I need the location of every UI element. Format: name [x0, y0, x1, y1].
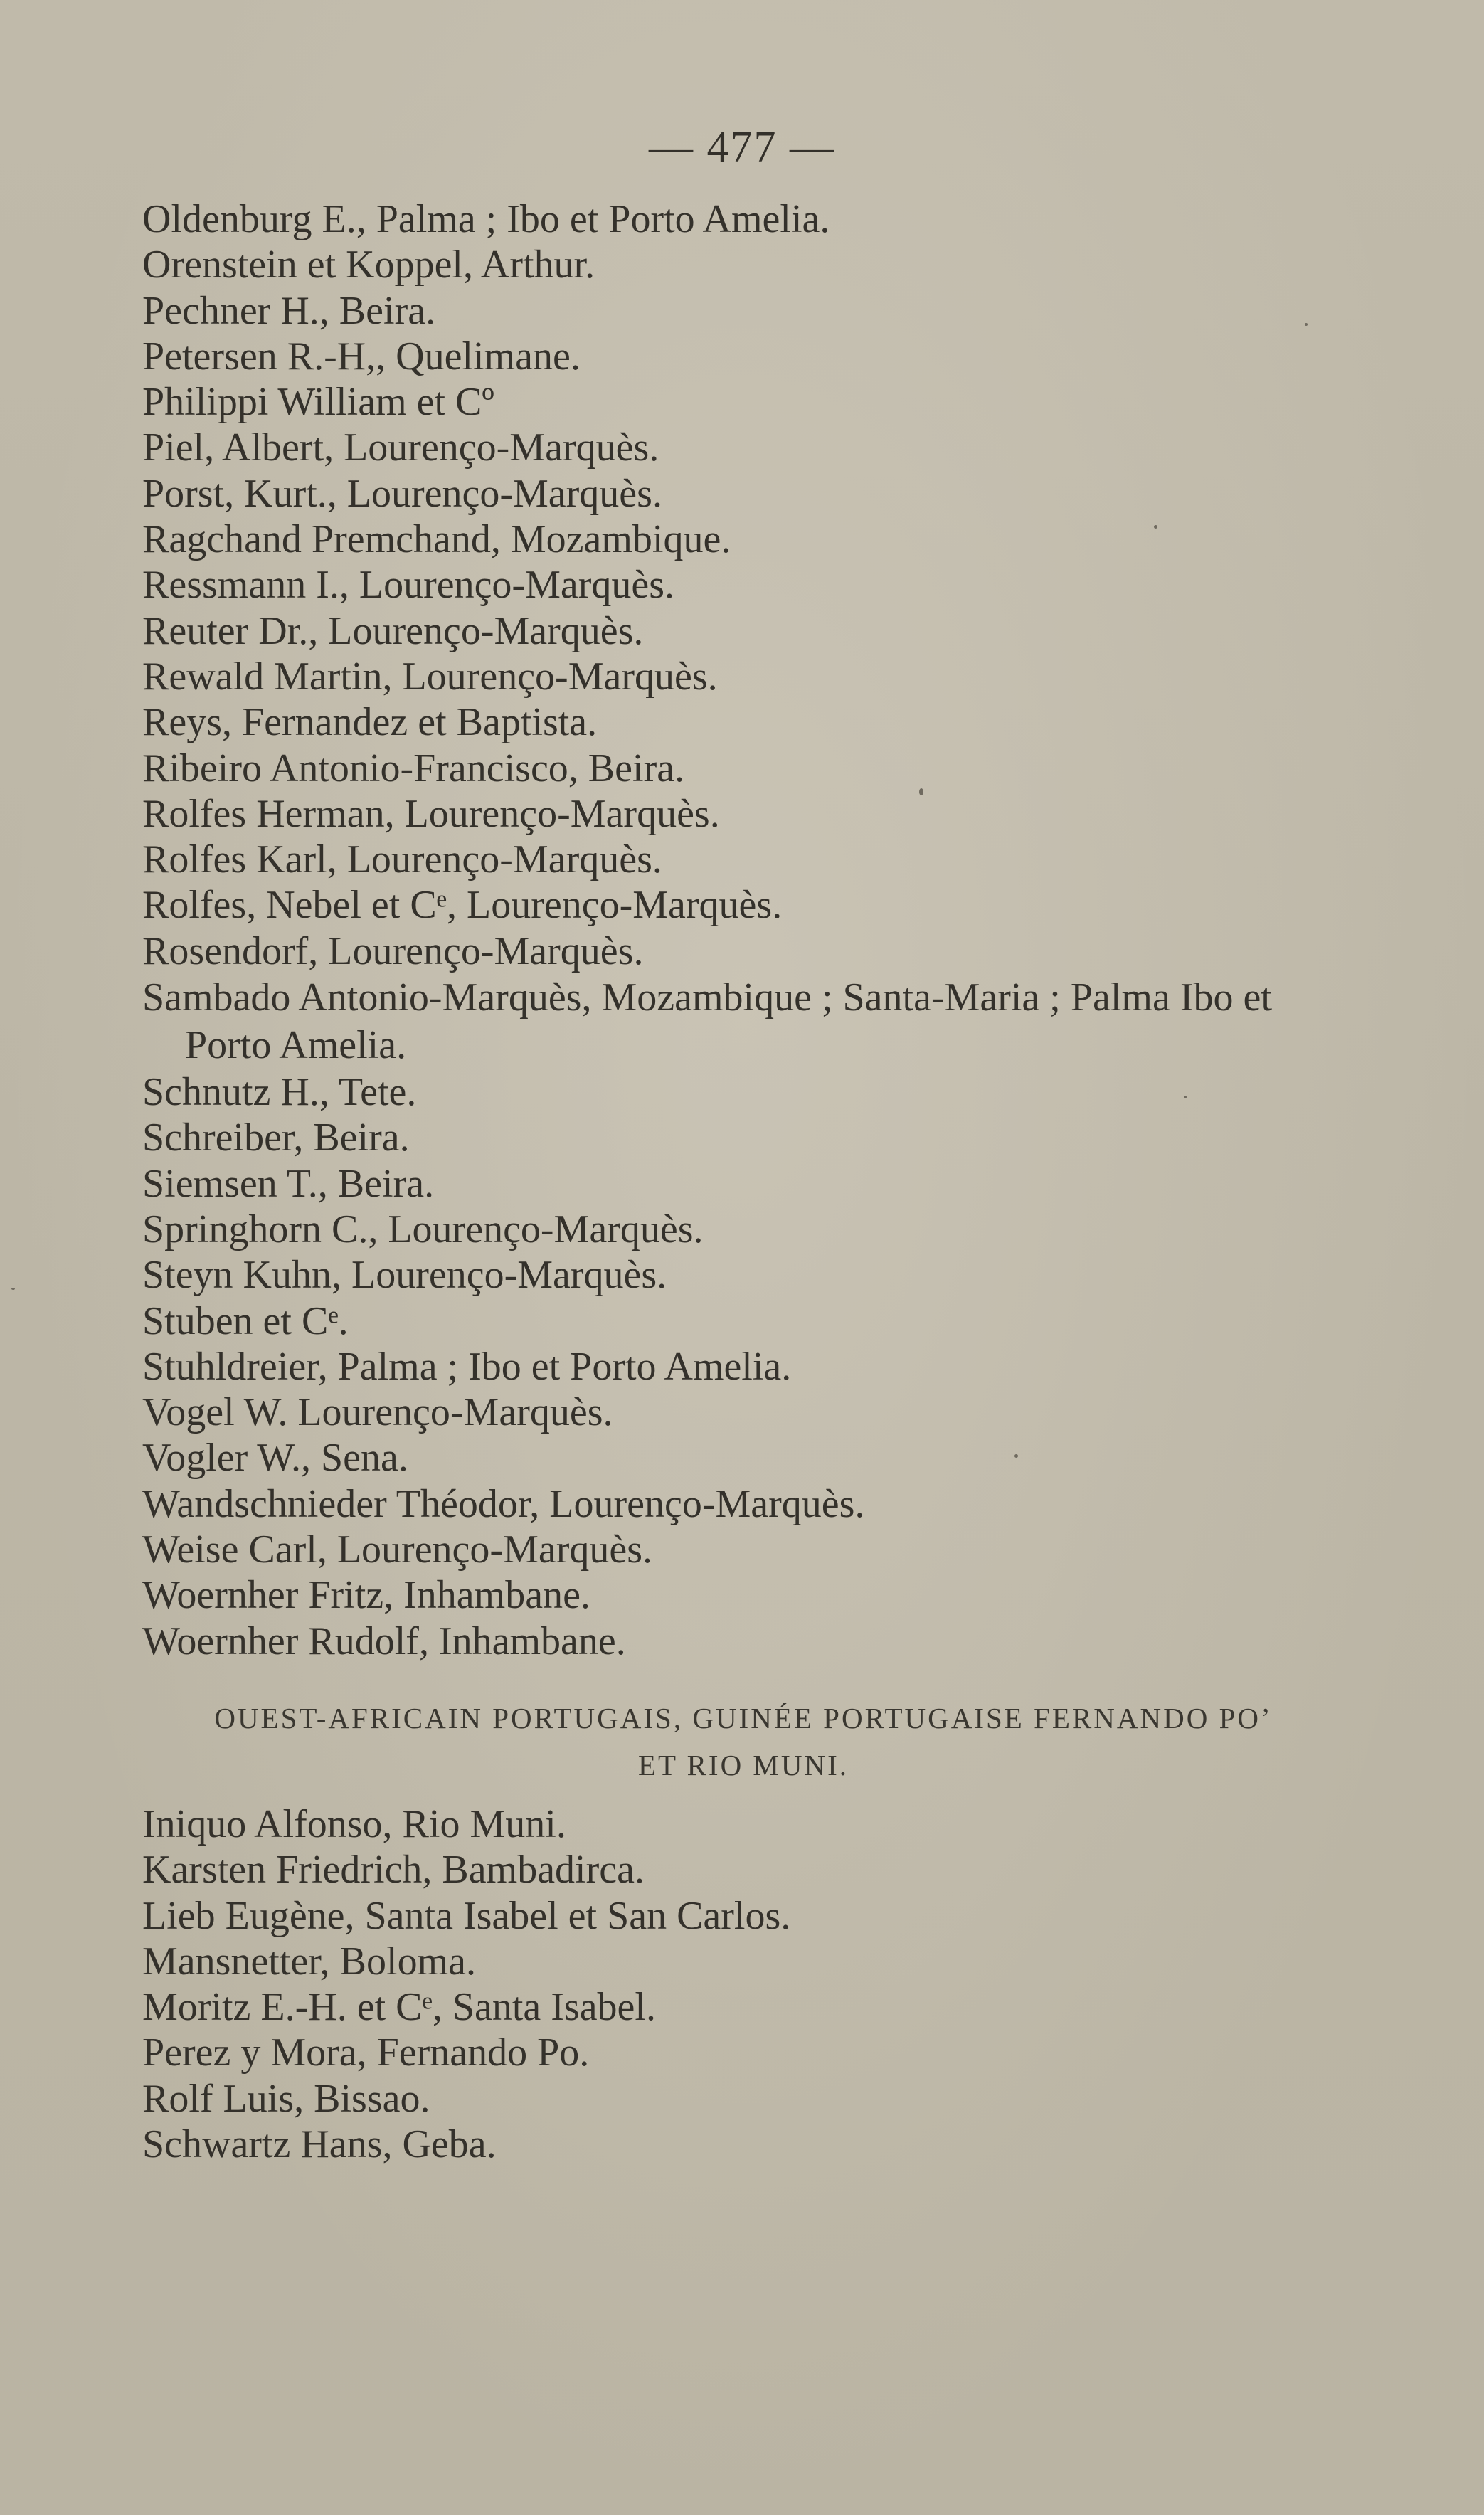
list-item: Karsten Friedrich, Bambadirca.	[142, 1848, 645, 1892]
list-item: Ribeiro Antonio-Francisco, Beira.	[142, 746, 685, 790]
page-number: — 477 —	[649, 123, 835, 171]
list-item: Rolf Luis, Bissao.	[142, 2076, 430, 2121]
list-item: Oldenburg E., Palma ; Ibo et Porto Amelia.	[142, 197, 830, 241]
list-item: Wandschnieder Théodor, Lourenço-Marquès.	[142, 1481, 865, 1526]
paper-speck	[1305, 323, 1308, 326]
paper-speck	[1184, 1096, 1187, 1098]
list-item: Woernher Rudolf, Inhambane.	[142, 1619, 626, 1663]
list-item: Orenstein et Koppel, Arthur.	[142, 243, 595, 287]
list-item: Rewald Martin, Lourenço-Marquès.	[142, 654, 718, 699]
list-item: Moritz E.-H. et Cᵉ, Santa Isabel.	[142, 1985, 656, 2030]
list-item: Pechner H., Beira.	[142, 288, 436, 333]
list-item: Ragchand Premchand, Mozambique.	[142, 517, 731, 562]
list-item: Rolfes Herman, Lourenço-Marquès.	[142, 791, 720, 836]
paper-speck	[1154, 525, 1157, 529]
list-item: Porst, Kurt., Lourenço-Marquès.	[142, 471, 662, 516]
list-item: Philippi William et Cº	[142, 380, 494, 425]
list-item: Vogel W. Lourenço-Marquès.	[142, 1390, 613, 1435]
list-item: Schreiber, Beira.	[142, 1116, 410, 1160]
list-item: Schnutz H., Tete.	[142, 1070, 417, 1115]
list-item: Rolfes Karl, Lourenço-Marquès.	[142, 837, 662, 882]
list-item: Rolfes, Nebel et Cᵉ, Lourenço-Marquès.	[142, 883, 783, 928]
list-item: Piel, Albert, Lourenço-Marquès.	[142, 425, 659, 470]
list-item: Steyn Kuhn, Lourenço-Marquès.	[142, 1253, 667, 1298]
list-item: Rosendorf, Lourenço-Marquès.	[142, 928, 644, 973]
paper-speck	[919, 788, 923, 795]
list-item: Lieb Eugène, Santa Isabel et San Carlos.	[142, 1893, 791, 1938]
paper-speck	[11, 1288, 15, 1290]
list-item: Stuhldreier, Palma ; Ibo et Porto Amelia.	[142, 1344, 792, 1389]
list-item: Stuben et Cᵉ.	[142, 1298, 349, 1343]
list-item: Siemsen T., Beira.	[142, 1161, 435, 1206]
paper-speck	[1014, 1454, 1018, 1458]
list-item: Iniquo Alfonso, Rio Muni.	[142, 1802, 566, 1846]
list-item: Sambado Antonio-Marquès, Mozambique ; Santa-Maria ; Palma Ibo et Porto Amelia.	[142, 975, 1272, 1068]
list-item: Reuter Dr., Lourenço-Marquès.	[142, 608, 644, 653]
section-heading	[142, 1695, 1345, 1789]
section-heading-line: OUEST-AFRICAIN PORTUGAIS, GUINÉE PORTUGAISE FERNANDO PO’	[214, 1702, 1273, 1735]
list-item: Springhorn C., Lourenço-Marquès.	[142, 1207, 704, 1251]
list-item: Schwartz Hans, Geba.	[142, 2122, 497, 2167]
list-item: Mansnetter, Boloma.	[142, 1939, 476, 1984]
list-item: Petersen R.-H,, Quelimane.	[142, 334, 581, 378]
list-item: Ressmann I., Lourenço-Marquès.	[142, 563, 675, 608]
directory-list	[142, 1801, 1366, 2167]
section-heading-line: ET RIO MUNI.	[637, 1749, 849, 1781]
list-item: Perez y Mora, Fernando Po.	[142, 2030, 590, 2075]
list-item: Weise Carl, Lourenço-Marquès.	[142, 1527, 653, 1572]
list-item: Woernher Fritz, Inhambane.	[142, 1573, 590, 1618]
directory-list	[142, 196, 1366, 1664]
list-item: Reys, Fernandez et Baptista.	[142, 700, 598, 745]
list-item: Vogler W., Sena.	[142, 1436, 408, 1481]
